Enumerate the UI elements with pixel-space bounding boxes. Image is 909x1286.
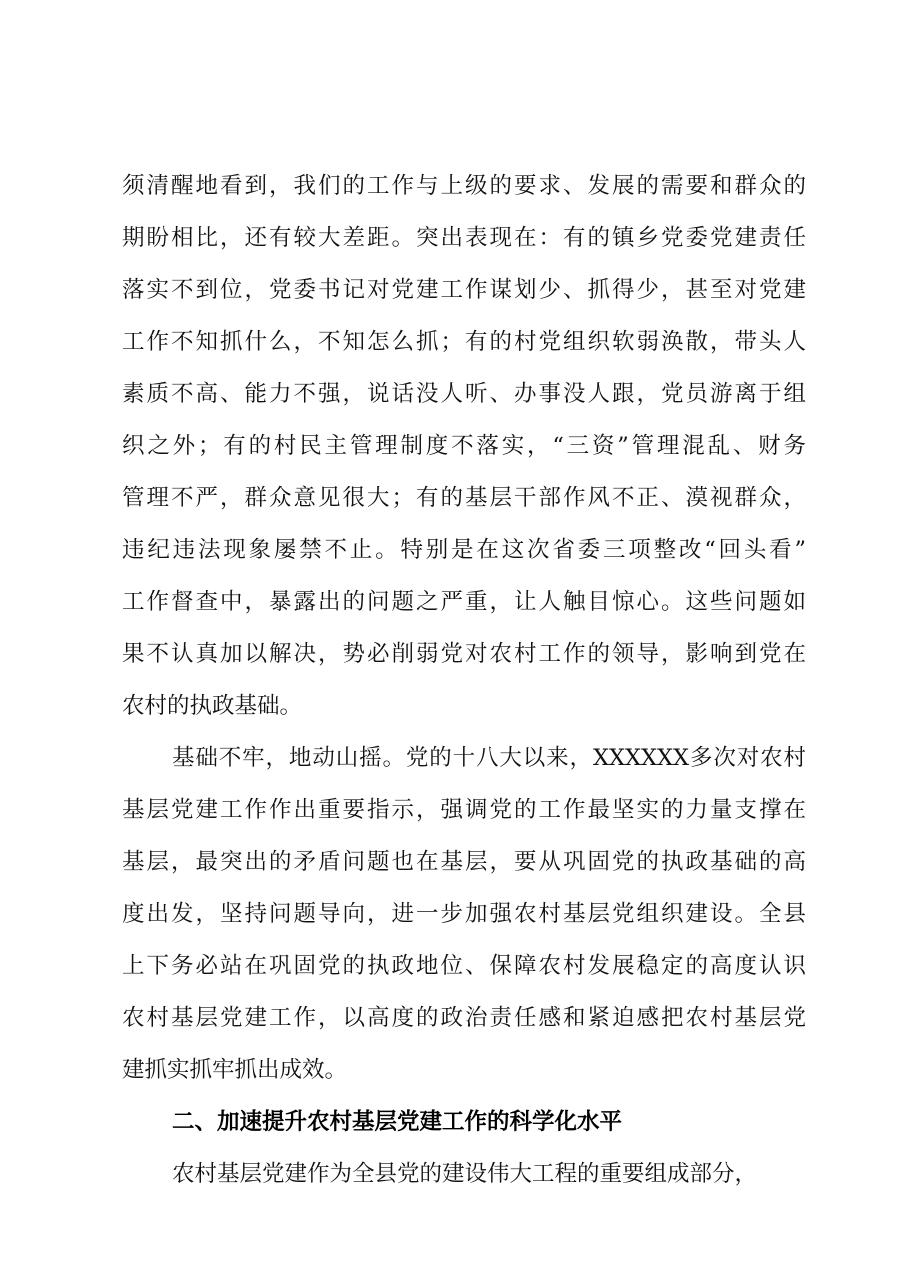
paragraph-line: 果不认真加以解决，势必削弱党对农村工作的领导，影响到党在 [122,641,806,667]
paragraph-line: 违纪违法现象屡禁不止。特别是在这次省委三项整改“回头看” [122,537,806,563]
paragraph-line: 织之外；有的村民主管理制度不落实，“三资”管理混乱、财务 [122,433,806,459]
paragraph-line: 须清醒地看到，我们的工作与上级的要求、发展的需要和群众的 [122,173,806,199]
paragraph-line: 基础不牢，地动山摇。党的十八大以来，XXXXXX多次对农村 [172,745,806,771]
paragraph-line: 期盼相比，还有较大差距。突出表现在：有的镇乡党委党建责任 [122,225,806,251]
paragraph-line: 管理不严，群众意见很大；有的基层干部作风不正、漠视群众， [122,485,806,511]
paragraph-line: 农村基层党建工作，以高度的政治责任感和紧迫感把农村基层党 [122,1005,806,1031]
paragraph-line: 度出发，坚持问题导向，进一步加强农村基层党组织建设。全县 [122,901,806,927]
paragraph-line: 上下务必站在巩固党的执政地位、保障农村发展稳定的高度认识 [122,953,806,979]
paragraph-line: 农村的执政基础。 [122,693,303,719]
paragraph-line: 素质不高、能力不强，说话没人听、办事没人跟，党员游离于组 [122,381,806,407]
paragraph-line: 农村基层党建作为全县党的建设伟大工程的重要组成部分， [172,1161,758,1187]
paragraph-line: 基层党建工作作出重要指示，强调党的工作最坚实的力量支撑在 [122,797,806,823]
paragraph-line: 工作督查中，暴露出的问题之严重，让人触目惊心。这些问题如 [122,589,806,615]
paragraph-line: 落实不到位，党委书记对党建工作谋划少、抓得少，甚至对党建 [122,277,806,303]
paragraph-line: 基层，最突出的矛盾问题也在基层，要从巩固党的执政基础的高 [122,849,806,875]
section-heading: 二、加速提升农村基层党建工作的科学化水平 [172,1109,623,1135]
paragraph-line: 建抓实抓牢抓出成效。 [122,1057,348,1083]
paragraph-line: 工作不知抓什么，不知怎么抓；有的村党组织软弱涣散，带头人 [122,329,806,355]
